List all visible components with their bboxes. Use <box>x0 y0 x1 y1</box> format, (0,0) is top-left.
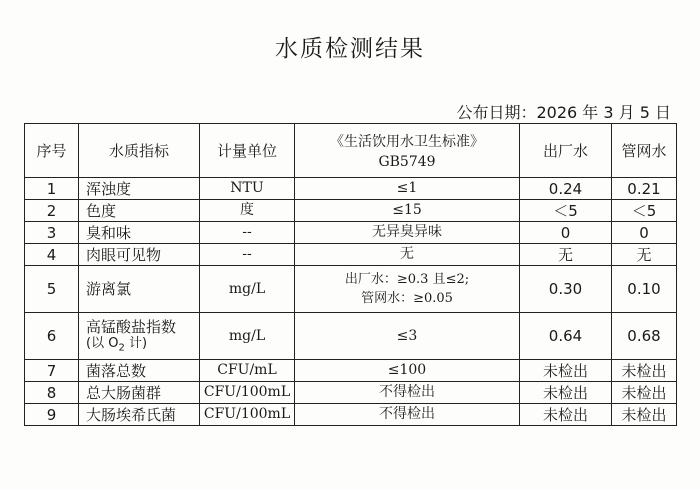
header-unit: 计量单位 <box>200 124 295 178</box>
header-standard-title: 《生活饮用水卫生标准》 <box>330 133 484 150</box>
row-outlet: 0.64 <box>520 313 612 360</box>
table-row <box>25 244 677 266</box>
row-outlet: 未检出 <box>520 404 612 426</box>
row-standard: 无 <box>295 244 520 266</box>
table-row <box>25 222 677 244</box>
row-index: 9 <box>25 404 79 426</box>
row-standard: ≤3 <box>295 313 520 360</box>
row-index: 7 <box>25 360 79 382</box>
row-standard: ≤100 <box>295 360 520 382</box>
row-unit: -- <box>200 244 295 266</box>
header-indicator: 水质指标 <box>79 124 200 178</box>
row-indicator: 总大肠菌群 <box>79 382 200 404</box>
row-index: 1 <box>25 178 79 200</box>
row-standard: 无异臭异味 <box>295 222 520 244</box>
row-network: 未检出 <box>612 360 677 382</box>
row-standard: ≤15 <box>295 200 520 222</box>
row-index: 5 <box>25 266 79 313</box>
table-row <box>25 360 677 382</box>
row-unit: mg/L <box>200 313 295 360</box>
row-outlet: 未检出 <box>520 382 612 404</box>
row-index: 2 <box>25 200 79 222</box>
row-indicator: 臭和味 <box>79 222 200 244</box>
table-header-row <box>25 124 677 178</box>
row-standard: 不得检出 <box>295 404 520 426</box>
row-network: 无 <box>612 244 677 266</box>
row-unit: CFU/mL <box>200 360 295 382</box>
standard-network-limit: 管网水：≥0.05 <box>361 291 453 306</box>
table-row <box>25 404 677 426</box>
row-outlet: 无 <box>520 244 612 266</box>
page-title: 水质检测结果 <box>275 36 425 62</box>
row-network: 0.21 <box>612 178 677 200</box>
row-index: 6 <box>25 313 79 360</box>
row-network: 0 <box>612 222 677 244</box>
table-row <box>25 200 677 222</box>
row-index: 8 <box>25 382 79 404</box>
indicator-note-subscript: 2 <box>118 342 125 354</box>
row-outlet: ＜5 <box>520 200 612 222</box>
row-outlet: 0.24 <box>520 178 612 200</box>
row-indicator: 浑浊度 <box>79 178 200 200</box>
header-outlet: 出厂水 <box>520 124 612 178</box>
standard-outlet-limit: 出厂水：≥0.3 且≤2; <box>344 271 470 287</box>
indicator-name: 高锰酸盐指数 <box>86 317 177 336</box>
row-unit: -- <box>200 222 295 244</box>
row-standard: ≤1 <box>295 178 520 200</box>
row-indicator: 大肠埃希氏菌 <box>79 404 200 426</box>
row-outlet: 未检出 <box>520 360 612 382</box>
row-indicator <box>79 313 200 360</box>
row-network: 未检出 <box>612 404 677 426</box>
header-network: 管网水 <box>612 124 677 178</box>
table-row <box>25 266 677 313</box>
row-index: 4 <box>25 244 79 266</box>
row-index: 3 <box>25 222 79 244</box>
row-standard: 不得检出 <box>295 382 520 404</box>
table-row <box>25 178 677 200</box>
header-standard-code: GB5749 <box>378 153 436 170</box>
row-unit: NTU <box>200 178 295 200</box>
header-standard <box>295 124 520 178</box>
table-row <box>25 382 677 404</box>
row-outlet: 0 <box>520 222 612 244</box>
water-quality-table <box>24 123 677 426</box>
indicator-note-post: 计) <box>124 335 148 351</box>
row-indicator: 游离氯 <box>79 266 200 313</box>
row-indicator: 色度 <box>79 200 200 222</box>
row-network: ＜5 <box>612 200 677 222</box>
row-network: 0.10 <box>612 266 677 313</box>
row-unit: 度 <box>200 200 295 222</box>
indicator-note-pre: (以 O <box>86 335 119 351</box>
header-index: 序号 <box>25 124 79 178</box>
table-row <box>25 313 677 360</box>
indicator-note <box>86 336 199 355</box>
row-outlet: 0.30 <box>520 266 612 313</box>
row-indicator: 肉眼可见物 <box>79 244 200 266</box>
publish-date: 公布日期：2026 年 3 月 5 日 <box>456 103 671 122</box>
row-unit: mg/L <box>200 266 295 313</box>
row-standard <box>295 266 520 313</box>
row-unit: CFU/100mL <box>200 404 295 426</box>
row-indicator: 菌落总数 <box>79 360 200 382</box>
row-network: 未检出 <box>612 382 677 404</box>
row-unit: CFU/100mL <box>200 382 295 404</box>
row-network: 0.68 <box>612 313 677 360</box>
